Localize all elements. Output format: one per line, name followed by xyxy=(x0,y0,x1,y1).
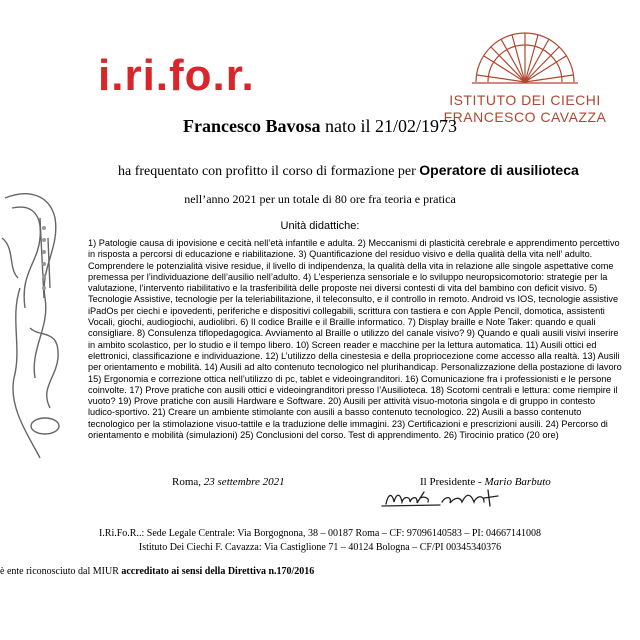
units-text: 1) Patologie causa di ipovisione e cecità nell’età infantile e adulta. 2) Meccanismi di plasticità cerebrale e apprendimento percettivo in risposta a percorsi di educazione e riabilitazione. 3) Quantificazione del residuo visivo e della qualità della vita nell’ adulto. Comprendere le potenzialità visive residue, il livello di indipendenza, la qualità della vita in relazione alle singole aspettative come premessa per l’individuazione dell’ausilio nell’adulto. 4) L’esperienza sensoriale e lo sviluppo neuropsicomotorio: strategie per la valutazione, l’intervento riabilitativo e la trasferibilità delle proposte nei diversi contesti di vita del bambino con deficit visivo. 5) Tecnologie Assistive, tecnologie per la teleriabilitazione, il teleconsulto, e il controllo in remoto. Android vs IOS, tecnologie assistive iPadOs per ciechi e ipovedenti, periferiche e dispositivi collegabili, scrittura con tastiera e con Apple Pencil, domotica, assistenti Vocali, giochi, audiogiochi, audiolibri. 6) Il codice Braille e il Braille informatico. 7) Display braille e Note Taker: quando e quali consigliare. 8) Consulenza tiflopedagogica. Avviamento al Braille o utilizzo del canale visivo? 9) Quando e quali ausili visivi inserire in ambito scolastico, per lo studio e il tempo libero. 10) Screen reader e macchine per la lettura automatica. 11) Ausili ottici ed elettronici, classificazione e individuazione. 12) L’utilizzo della cinestesia e della propriocezione come accesso alla realtà. 13) Ausili per orientamento e mobilità. 14) Ausili ad alto contenuto tecnologico nel plurihandicap. Personalizzazione della postazione di lavoro 15) Ergonomia e correzione ottica nell’utilizzo di pc, tablet e videoingranditori. 16) Comunicazione fra i professionisti e le persone coinvolte. 17) Prove pratiche con ausili ottici e videoingranditori presso l’Ausilioteca. 18) Scotomi centrali e lettura: come riempire il vuoto? 19) Prove pratiche con ausili Hardware e Software. 20) Ausili per attività visuo-motoria singola e di gruppo in contesto ludico-sportivo. 21) Creare un ambiente stimolante con ausili a basso contenuto tecnologico. 22) Ausili a basso contenuto tecnologico per la stimolazione visuo-tattile e la traduzione delle immagini. 23) Certificazioni e prescrizioni ausili. 24) Percorso di orientamento e mobilità (simulazioni) 25) Conclusioni del corso. Test di apprendimento. 26) Tirocinio pratico (20 ore) xyxy=(88,238,622,441)
miur-accreditation xyxy=(0,566,314,577)
irifor-logo xyxy=(98,48,308,104)
president-name: Mario Barbuto xyxy=(484,476,551,488)
president-signature xyxy=(380,484,520,510)
course-prefix: ha frequentato con profitto il corso di formazione per xyxy=(118,164,416,179)
place-date xyxy=(172,476,285,488)
istituto-name-line2: FRANCESCO CAVAZZA xyxy=(443,109,607,125)
address-istituto: Istituto Dei Ciechi F. Cavazza: Via Castiglione 71 – 40124 Bologna – CF/PI 00345340376 xyxy=(138,542,502,553)
shell-fan-icon xyxy=(468,20,582,86)
recipient-birth: nato il 21/02/1973 xyxy=(324,116,457,136)
course-line xyxy=(118,162,579,180)
irifor-logo-text: i.ri.fo.r. xyxy=(98,51,255,100)
address-legal: I.Ri.Fo.R..: Sede Legale Centrale: Via Borgognona, 38 – 00187 Roma – CF: 97096140583 – PI: 04667141008 xyxy=(98,528,542,539)
units-heading: Unità didattiche: xyxy=(280,220,360,232)
date: 23 settembre 2021 xyxy=(203,476,285,488)
miur-accreditation-bold: accreditato ai sensi della Direttiva n.170/2016 xyxy=(121,566,315,577)
year-line: nell’anno 2021 per un totale di 80 ore fra teoria e pratica xyxy=(184,192,456,206)
miur-prefix: è ente riconosciuto dal MIUR xyxy=(0,566,119,577)
istituto-name-line1: ISTITUTO DEI CIECHI xyxy=(449,92,601,108)
president-label: Il Presidente - xyxy=(420,476,482,488)
recipient-line xyxy=(0,116,640,137)
recipient-name: Francesco Bavosa xyxy=(183,116,321,136)
course-name: Operatore di ausilioteca xyxy=(419,162,579,178)
place: Roma, xyxy=(172,476,202,488)
